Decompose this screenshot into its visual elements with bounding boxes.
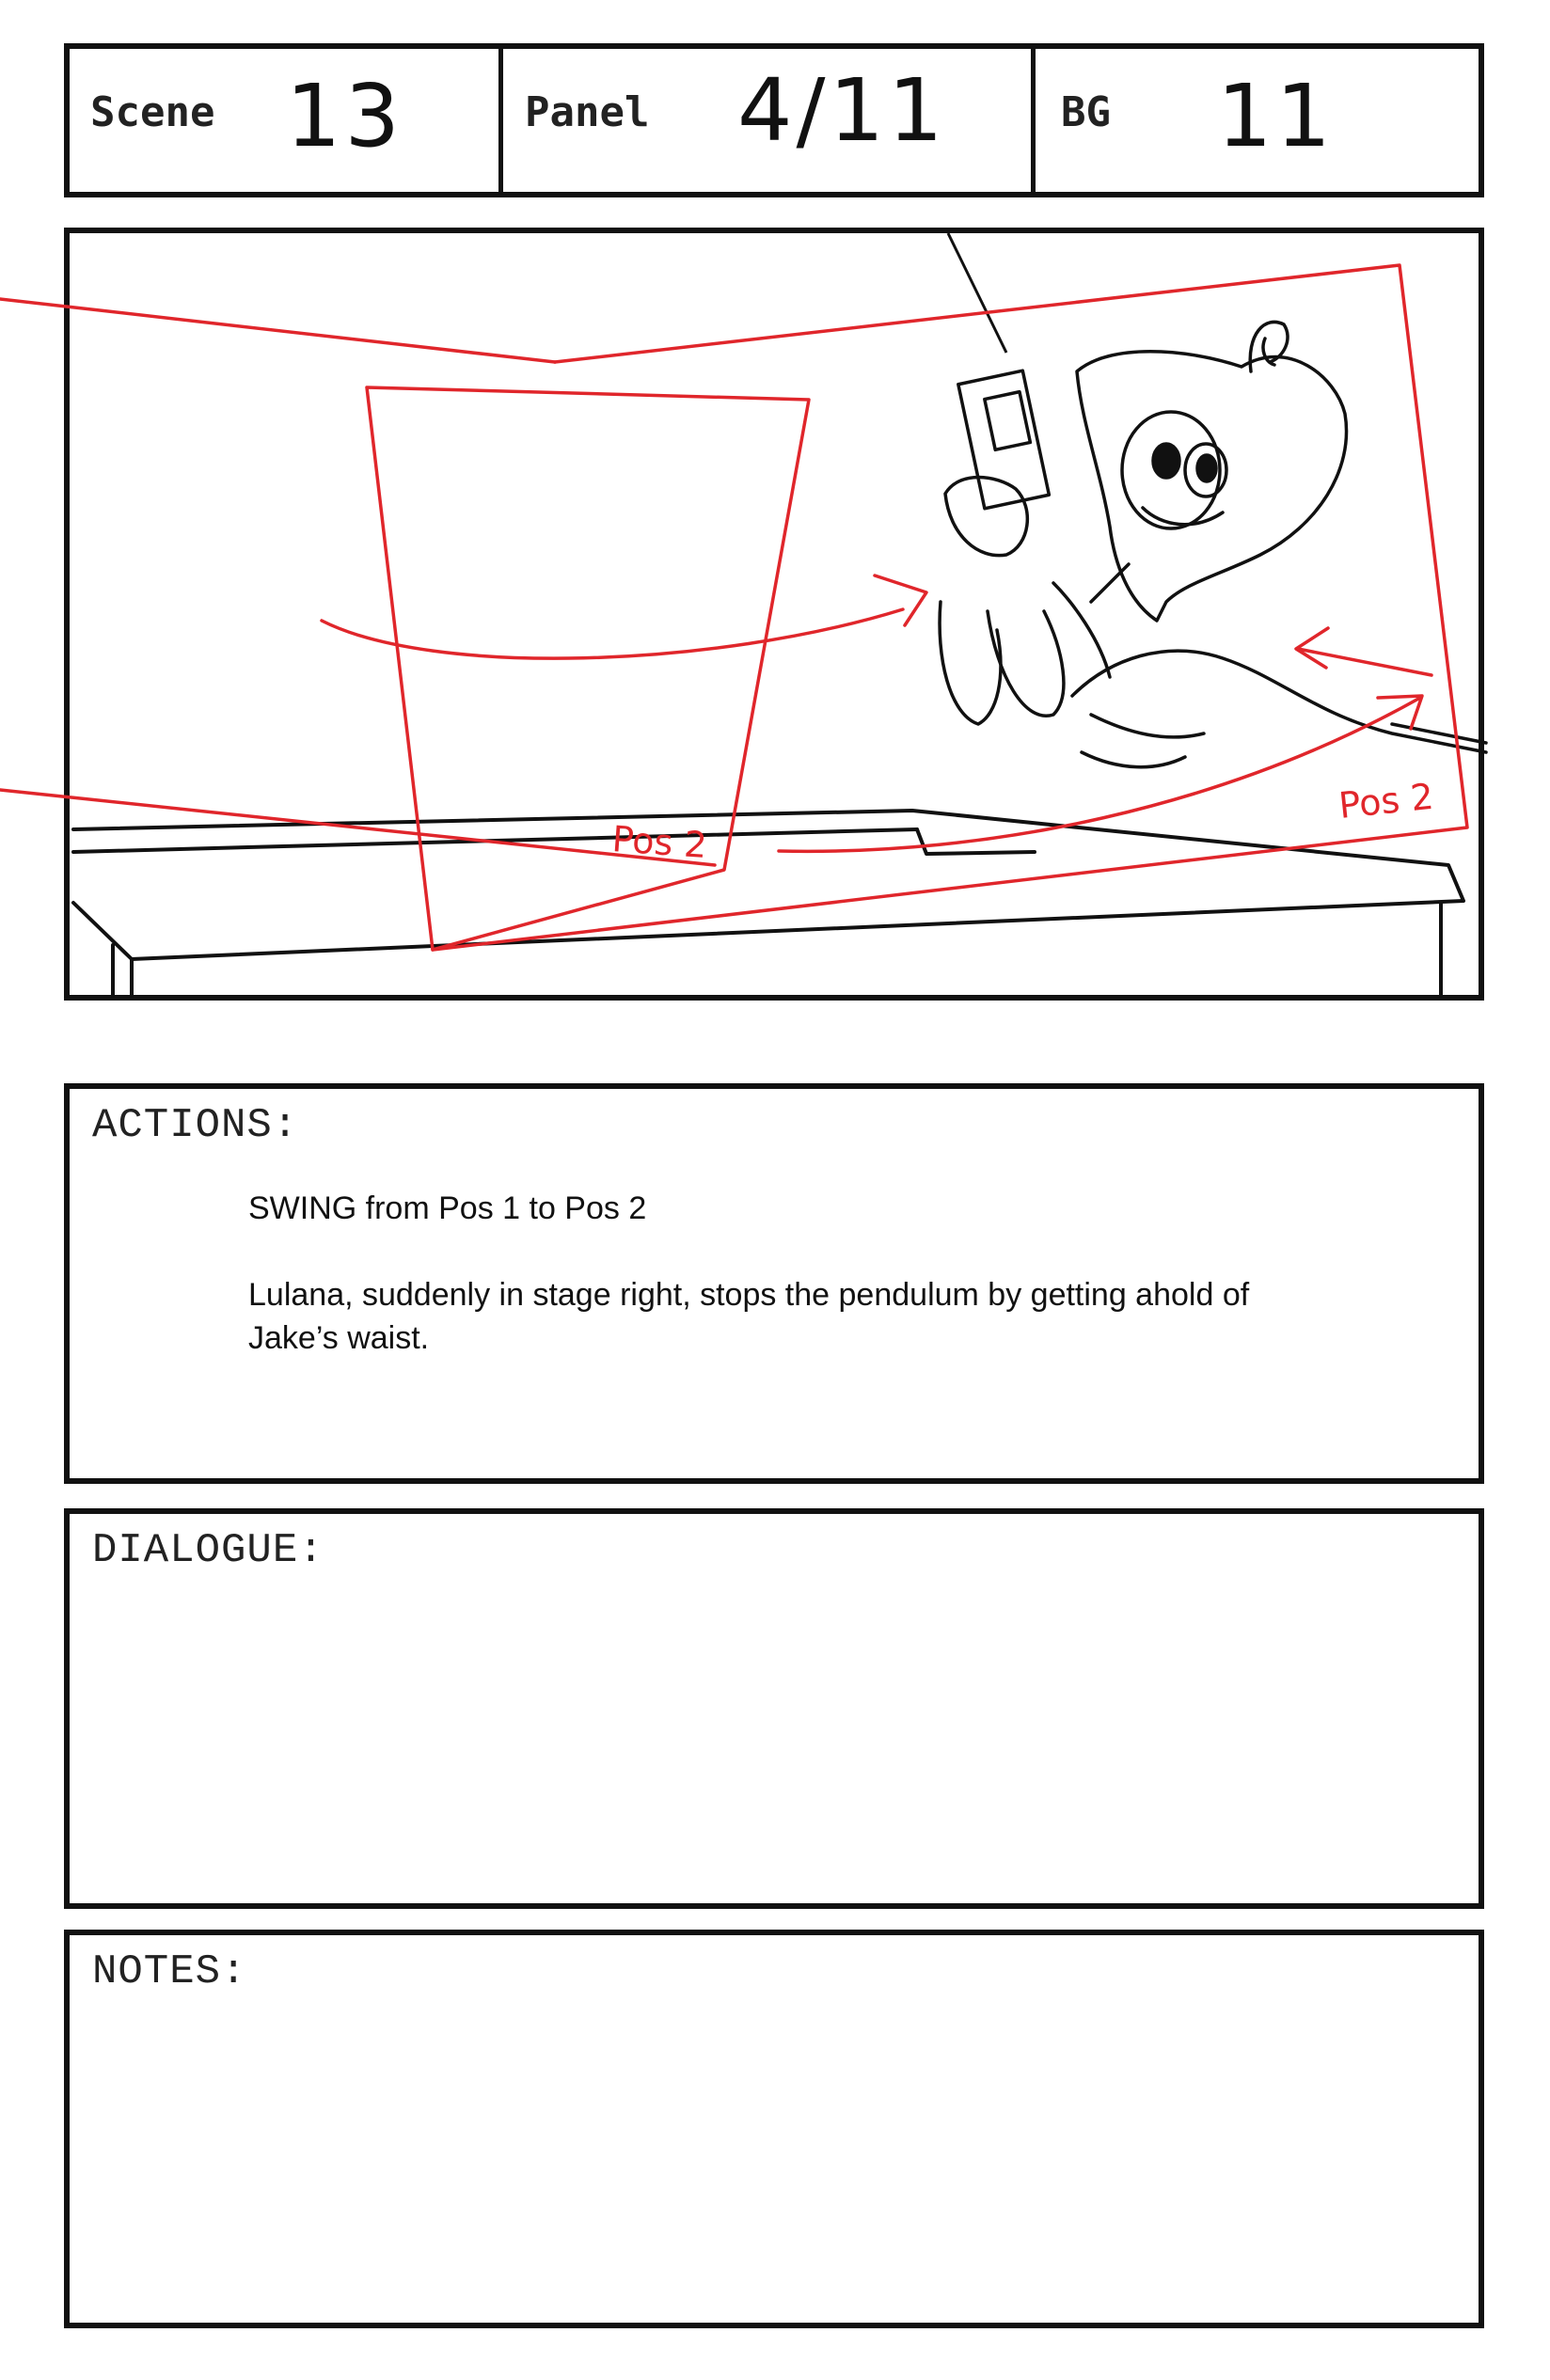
pos-label-left: Pos 2 bbox=[610, 818, 709, 867]
dialogue-box bbox=[64, 1508, 1484, 1909]
scene-label: Scene bbox=[90, 88, 215, 136]
action-line: Jake’s waist. bbox=[248, 1320, 430, 1356]
action-line: Lulana, suddenly in stage right, stops the pendulum by getting ahold of bbox=[248, 1277, 1250, 1313]
notes-box bbox=[64, 1930, 1484, 2328]
jake-character-sketch bbox=[940, 322, 1486, 766]
pos-label-right: Pos 2 bbox=[1336, 775, 1436, 827]
table-sketch bbox=[73, 811, 1463, 995]
panel-value: 4/11 bbox=[737, 60, 947, 161]
notes-title: NOTES: bbox=[92, 1948, 247, 1995]
bg-value: 11 bbox=[1217, 66, 1336, 166]
action-line: SWING from Pos 1 to Pos 2 bbox=[248, 1190, 647, 1226]
bg-label: BG bbox=[1061, 88, 1111, 136]
actions-box bbox=[64, 1083, 1484, 1484]
rope-line bbox=[948, 233, 1006, 353]
dialogue-title: DIALOGUE: bbox=[92, 1527, 324, 1574]
actions-title: ACTIONS: bbox=[92, 1102, 299, 1149]
scene-value: 13 bbox=[286, 66, 404, 166]
panel-sketch bbox=[0, 0, 1550, 1034]
panel-label: Panel bbox=[525, 88, 650, 136]
